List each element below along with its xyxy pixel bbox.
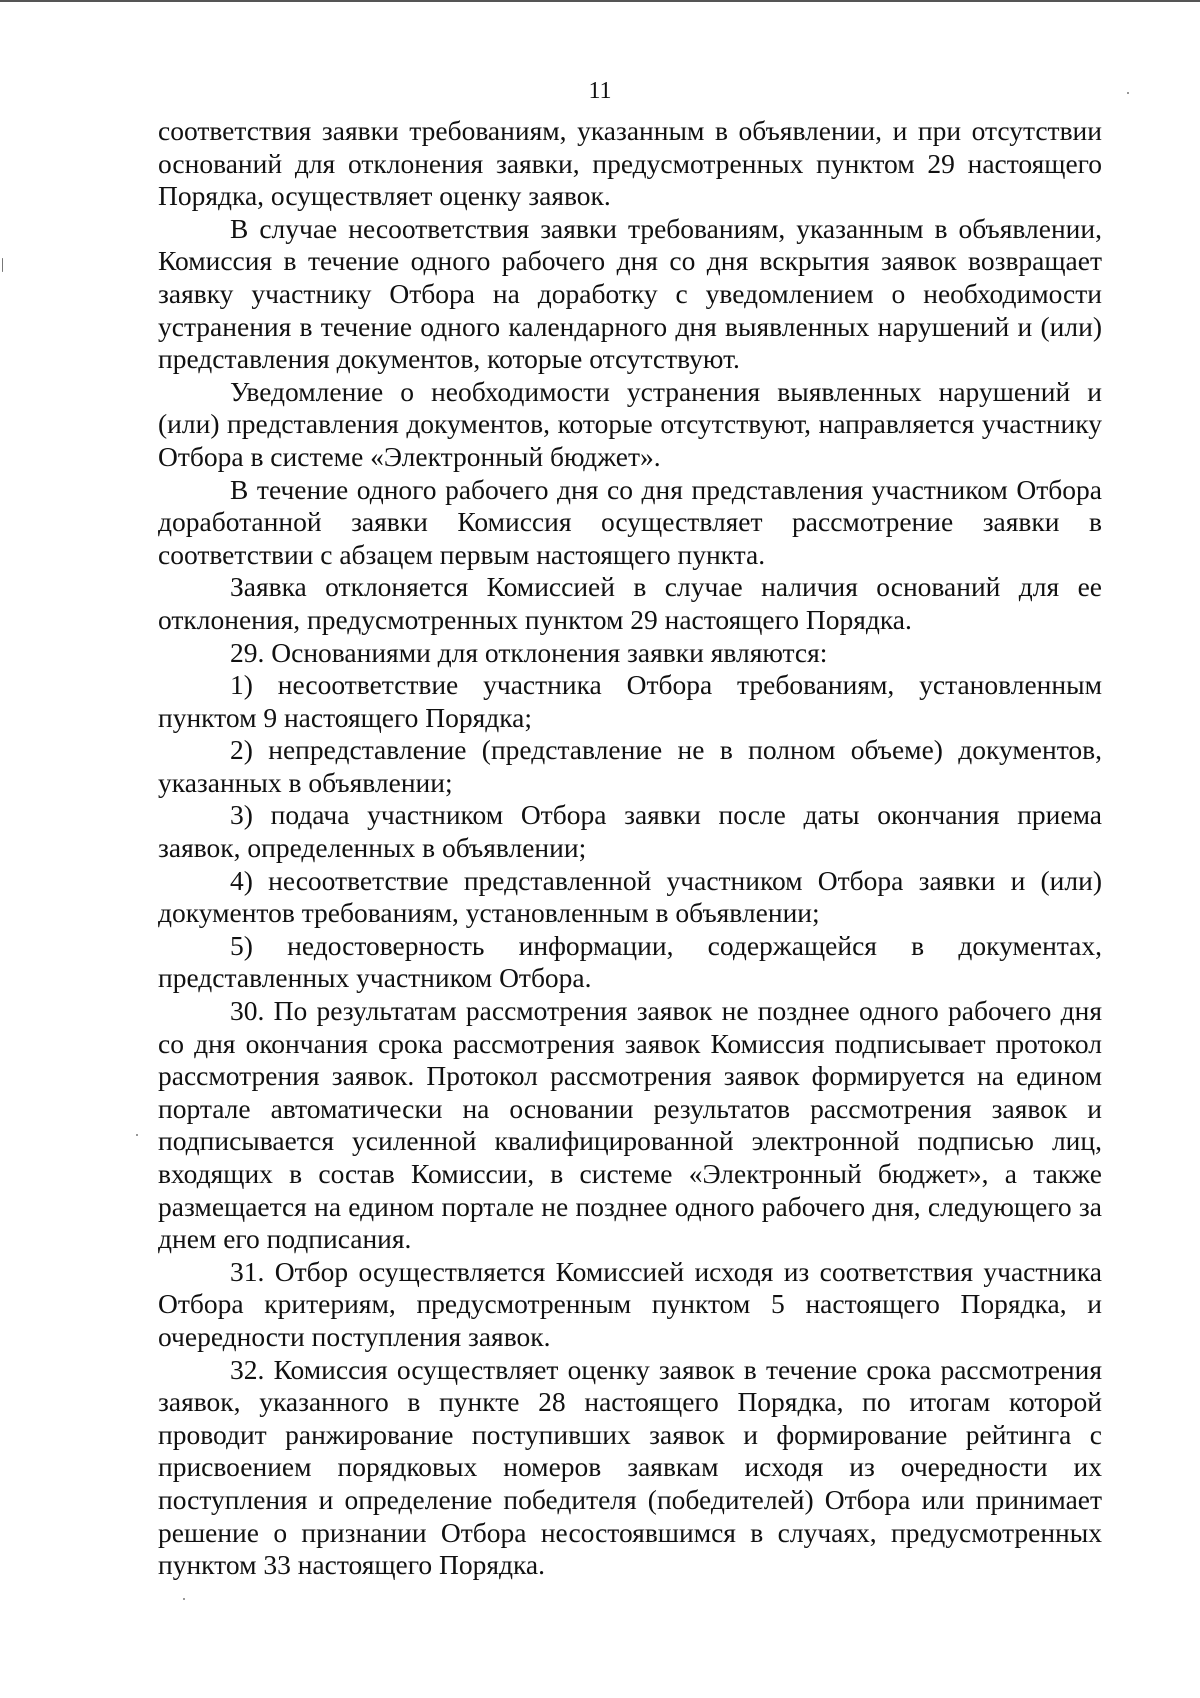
document-body [158, 115, 1102, 1582]
scan-speck [1127, 92, 1129, 94]
scan-top-edge [0, 0, 1200, 2]
page-number: 11 [588, 78, 612, 104]
clause-29-item-5: 5) недостоверность информации, содержащейся в документах, представленных участником Отбора. [158, 929, 1102, 994]
paragraph-nonconformity-return: В случае несоответствия заявки требованиям, указанным в объявлении, Комиссия в течение одного рабочего дня со дня вскрытия заявок возвращает заявку участнику Отбора на доработку с уведомлением о необходимости устранения в течение одного календарного дня выявленных нарушений и (или) представления документов, которые отсутствуют. [158, 212, 1102, 375]
clause-31: 31. Отбор осуществляется Комиссией исходя из соответствия участника Отбора критериям, предусмотренным пунктом 5 настоящего Порядка, и очередности поступления заявок. [158, 1255, 1102, 1352]
paragraph-continuation: соответствия заявки требованиям, указанным в объявлении, и при отсутствии оснований для отклонения заявки, предусмотренных пунктом 29 настоящего Порядка, осуществляет оценку заявок. [158, 115, 1102, 212]
scan-speck [2, 258, 3, 272]
clause-32: 32. Комиссия осуществляет оценку заявок в течение срока рассмотрения заявок, указанного в пункте 28 настоящего Порядка, по итогам которой проводит ранжирование поступивших заявок и формирование рейтинга с присвоением порядковых номеров заявкам исходя из очередности их поступления и определение победителя (победителей) Отбора или принимает решение о признании Отбора несостоявшимся в случаях, предусмотренных пунктом 33 настоящего Порядка. [158, 1353, 1102, 1581]
clause-29-item-1: 1) несоответствие участника Отбора требованиям, установленным пунктом 9 настоящего Порядка; [158, 669, 1102, 733]
paragraph-notification: Уведомление о необходимости устранения выявленных нарушений и (или) представления документов, которые отсутствуют, направляется участнику Отбора в системе «Электронный бюджет». [158, 375, 1102, 472]
scan-speck [183, 1598, 185, 1600]
clause-29-heading: 29. Основаниями для отклонения заявки являются: [230, 636, 828, 668]
scan-speck [136, 1134, 138, 1136]
clause-30: 30. По результатам рассмотрения заявок не позднее одного рабочего дня со дня окончания срока рассмотрения заявок Комиссия подписывает протокол рассмотрения заявок. Протокол рассмотрения заявок формируется на едином портале автоматически на основании результатов рассмотрения заявок и подписывается усиленной квалифицированной электронной подписью лиц, входящих в состав Комиссии, в системе «Электронный бюджет», а также размещается на едином портале не позднее одного рабочего дня, следующего за днем его подписания. [158, 995, 1102, 1255]
clause-29-item-4: 4) несоответствие представленной участником Отбора заявки и (или) документов требованиям, установленным в объявлении; [158, 864, 1102, 929]
paragraph-revised-review: В течение одного рабочего дня со дня представления участником Отбора доработанной заявки Комиссия осуществляет рассмотрение заявки в соответствии с абзацем первым настоящего пункта. [158, 473, 1102, 570]
paragraph-rejection: Заявка отклоняется Комиссией в случае наличия оснований для ее отклонения, предусмотренных пунктом 29 настоящего Порядка. [158, 571, 1102, 635]
clause-29-item-2: 2) непредставление (представление не в полном объеме) документов, указанных в объявлении; [158, 734, 1102, 798]
clause-29-item-3: 3) подача участником Отбора заявки после даты окончания приема заявок, определенных в объявлении; [158, 799, 1102, 864]
